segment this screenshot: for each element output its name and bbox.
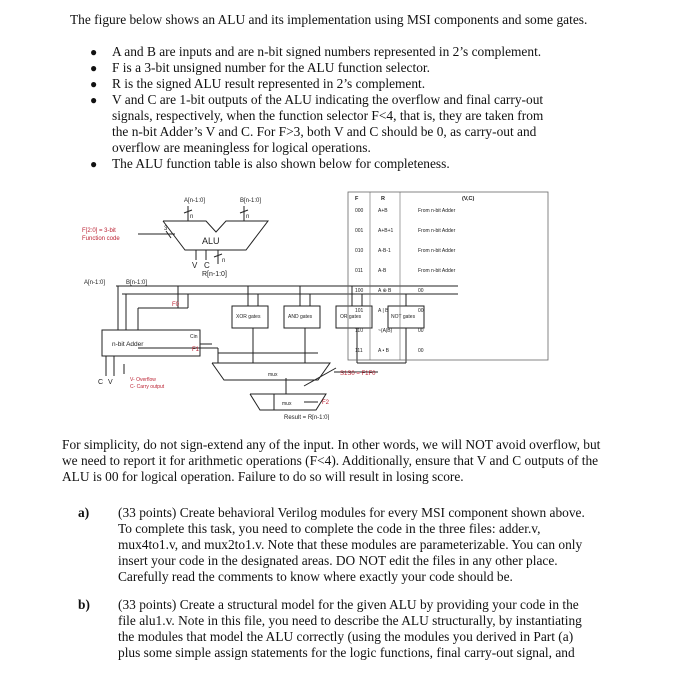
not-gates-label: NOT gates xyxy=(391,314,416,320)
table-header-r: R xyxy=(381,196,385,202)
mux-select-label: S1S0 = F1F0 xyxy=(340,371,376,377)
adder-label: n-bit Adder xyxy=(112,341,144,348)
question-a xyxy=(78,505,598,585)
alu-figure xyxy=(78,188,598,420)
table-cell: 00 xyxy=(418,328,424,334)
bullet-item: ● A and B are inputs and are n-bit signed numbers represented in 2’s complement. xyxy=(90,44,542,59)
question-a-text: (33 points) Create behavioral Verilog modules for every MSI component shown above. To complete this task, you need to complete the code in the three files: adder.v, mux4to1.v, and mux2to1.v. Note that these modules are parameterizable. You can only insert your code in the designated areas. DO NOT edit the files in any other place. Carefully read the comments to know where exactly your code should be. xyxy=(118,505,585,584)
mux4-label: mux xyxy=(268,372,278,378)
bullet-item: ● F is a 3-bit unsigned number for the ALU function selector. xyxy=(90,60,430,75)
result-label: Result = R[n-1:0] xyxy=(284,415,330,420)
table-cell: A-B xyxy=(378,268,387,274)
impl-wiring xyxy=(106,286,458,410)
question-b xyxy=(78,597,598,661)
alu-r-n-label: n xyxy=(222,258,226,264)
f1-label: F1 xyxy=(192,347,200,353)
alu-v-label: V xyxy=(192,261,198,270)
table-cell: 00 xyxy=(418,348,424,354)
table-cell: A | B xyxy=(378,308,389,314)
table-cell: From n-bit Adder xyxy=(418,208,456,214)
c-desc: C- Carry output xyxy=(130,384,165,390)
table-cell: 101 xyxy=(355,308,364,314)
bullet-item: ● R is the signed ALU result represented in 2’s complement. xyxy=(90,76,426,91)
question-a-label: a) xyxy=(78,505,90,520)
xor-gates-label: XOR gates xyxy=(236,314,261,320)
table-header-f: F xyxy=(355,196,359,202)
table-cell: 00 xyxy=(418,288,424,294)
alu-block-label: ALU xyxy=(202,236,220,246)
bullet-item: ● V and C are 1-bit outputs of the ALU indicating the overflow and final carry-out signals, respectively, when the function selector F<4, that is, they are taken from the n-bit Adder’s V and C. For F>3, both V and C should be 0, as carry-out and overflow are meaningless for logical operations. xyxy=(90,92,544,155)
table-cell: A+B xyxy=(378,208,388,214)
table-cell: From n-bit Adder xyxy=(418,268,456,274)
table-cell: A+B+1 xyxy=(378,228,394,234)
alu-in-b-label: B[n-1:0] xyxy=(240,198,262,204)
table-cell: A-B-1 xyxy=(378,248,391,254)
table-cell: 001 xyxy=(355,228,364,234)
alu-f-desc: Function code xyxy=(82,236,120,242)
alu-function-table xyxy=(348,192,548,360)
impl-b-label: B[n-1:0] xyxy=(126,280,148,286)
alu-f-width: 3 xyxy=(164,226,168,232)
alu-in-a-label: A[n-1:0] xyxy=(184,198,206,204)
v-desc: V- Overflow xyxy=(130,377,156,383)
alu-n-b-label: n xyxy=(246,214,250,220)
impl-a-label: A[n-1:0] xyxy=(84,280,106,286)
intro-paragraph: The figure below shows an ALU and its implementation using MSI components and some gates. xyxy=(70,12,588,27)
impl-v-label: V xyxy=(108,379,113,386)
mux2-label: mux xyxy=(282,401,292,407)
alu-f-label: F[2:0] = 3-bit xyxy=(82,228,116,234)
simplicity-paragraph: For simplicity, do not sign-extend any of the input. In other words, we will NOT avoid overflow, but we need to report it for arithmetic operations (F<4). Additionally, ensure that V and C outputs of the ALU is 00 for logical operation. Failure to do so will result in losing score. xyxy=(62,437,601,484)
table-cell: 000 xyxy=(355,208,364,214)
table-cell: A ⊕ B xyxy=(378,288,392,294)
question-b-label: b) xyxy=(78,597,90,612)
and-gates-label: AND gates xyxy=(288,314,313,320)
or-gates-label: OR gates xyxy=(340,314,362,320)
spec-bullet-list xyxy=(86,44,556,172)
table-cell: 011 xyxy=(355,268,363,274)
table-cell: 100 xyxy=(355,288,364,294)
table-cell: 110 xyxy=(355,328,363,334)
alu-n-a-label: n xyxy=(190,214,194,220)
table-header-vc: (V,C) xyxy=(462,196,475,202)
bullet-item: ● The ALU function table is also shown below for completeness. xyxy=(90,156,450,171)
cin-label: Cin xyxy=(190,334,198,340)
table-cell: ~(A|B) xyxy=(378,328,393,334)
table-cell: From n-bit Adder xyxy=(418,248,456,254)
alu-c-label: C xyxy=(204,261,210,270)
alu-r-label: R[n-1:0] xyxy=(202,271,227,278)
table-cell: 010 xyxy=(355,248,364,254)
impl-c-label: C xyxy=(98,379,104,386)
table-cell: From n-bit Adder xyxy=(418,228,456,234)
table-cell: A • B xyxy=(378,348,389,354)
table-cell: 00 xyxy=(418,308,424,314)
table-cell: 111 xyxy=(355,348,363,354)
question-b-text: (33 points) Create a structural model for the given ALU by providing your code in the file alu1.v. Note in this file, you need to describe the ALU structurally, by instantiating the modules that model the ALU correctly (using the modules you derived in Part (a) plus some simple assign statements for the logic functions, final carry-out signal, and xyxy=(118,597,582,660)
f2-label: F2 xyxy=(322,400,330,406)
f0-label: F0 xyxy=(172,302,180,308)
